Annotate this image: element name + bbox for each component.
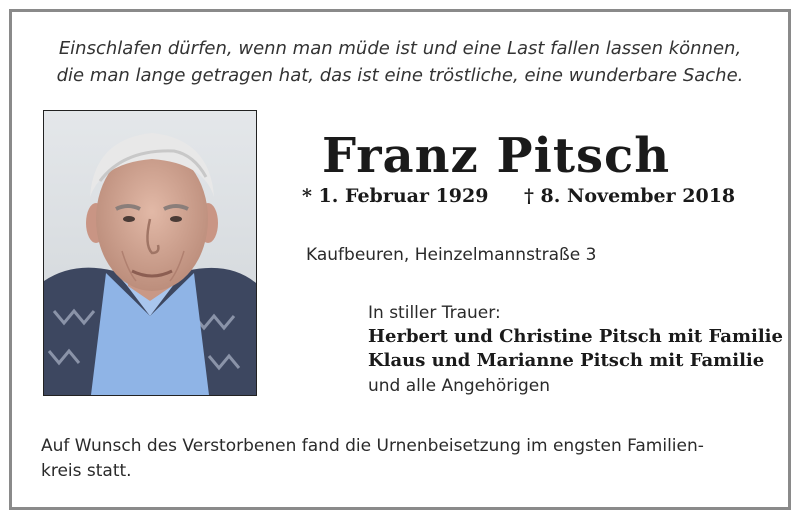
notice-line-1: Auf Wunsch des Verstorbenen fand die Urnenbeisetzung im engsten Familien- <box>41 436 704 456</box>
address: Kaufbeuren, Heinzelmannstraße 3 <box>306 245 597 265</box>
birth-date: * 1. Februar 1929 <box>302 185 489 207</box>
portrait-photo <box>43 110 257 396</box>
obituary-frame <box>9 9 791 510</box>
notice-line-2: kreis statt. <box>41 461 132 481</box>
portrait-illustration <box>44 111 256 395</box>
mourning-intro: In stiller Trauer: <box>368 303 501 323</box>
death-date: † 8. November 2018 <box>524 185 736 207</box>
deceased-name: Franz Pitsch <box>322 128 671 184</box>
mourner-family-1: Herbert und Christine Pitsch mit Familie <box>368 326 783 347</box>
quote-line-2: die man lange getragen hat, das ist eine tröstliche, eine wunderbare Sache. <box>56 65 744 86</box>
mourner-family-2: Klaus und Marianne Pitsch mit Familie <box>368 350 765 371</box>
quote-line-1: Einschlafen dürfen, wenn man müde ist und eine Last fallen lassen können, <box>58 38 742 59</box>
mourner-others: und alle Angehörigen <box>368 376 551 396</box>
